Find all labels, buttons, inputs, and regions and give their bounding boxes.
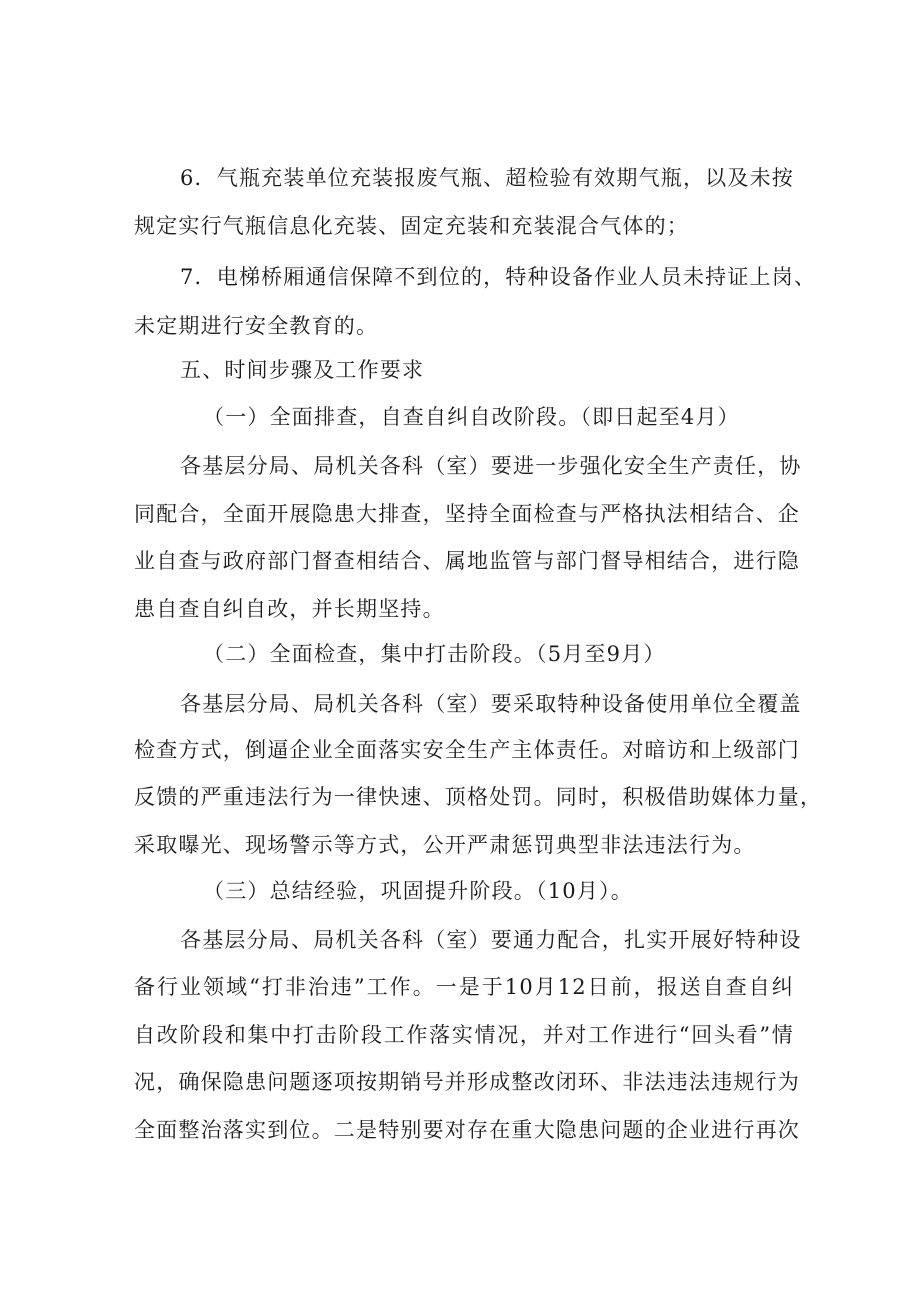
item-6-line-1: 6．气瓶充装单位充装报废气瓶、超检验有效期气瓶，以及未按 [180, 166, 794, 190]
paragraph-2-line-4: 采取曝光、现场警示等方式，公开严肃惩罚典型非法违法行为。 [134, 833, 756, 857]
item-7-line-2: 未定期进行安全教育的。 [134, 314, 379, 338]
paragraph-2-line-1: 各基层分局、局机关各科（室）要采取特种设备使用单位全覆盖 [180, 692, 802, 716]
paragraph-1-line-1: 各基层分局、局机关各科（室）要进一步强化安全生产责任，协 [180, 454, 802, 478]
item-7-line-1: 7．电梯桥厢通信保障不到位的，特种设备作业人员未持证上岗、 [180, 265, 817, 289]
paragraph-1-line-2: 同配合，全面开展隐患大排查，坚持全面检查与严格执法相结合、企 [134, 502, 800, 526]
paragraph-3-line-5: 全面整治落实到位。二是特别要对存在重大隐患问题的企业进行再次 [134, 1118, 800, 1142]
subheading-2: （二）全面检查，集中打击阶段。（5月至9月） [203, 642, 666, 666]
paragraph-1-line-4: 患自查自纠自改，并长期坚持。 [134, 597, 445, 621]
section-heading: 五、时间步骤及工作要求 [180, 358, 425, 382]
paragraph-2-line-2: 检查方式，倒逼企业全面落实安全生产主体责任。对暗访和上级部门 [134, 738, 800, 762]
paragraph-3-line-2: 备行业领域“打非治违”工作。一是于10月12日前，报送自查自纠 [134, 975, 794, 999]
paragraph-3-line-4: 况，确保隐患问题逐项按期销号并形成整改闭环、非法违法违规行为 [134, 1070, 800, 1094]
paragraph-2-line-3: 反馈的严重违法行为一律快速、顶格处罚。同时，积极借助媒体力量， [134, 785, 823, 809]
subheading-3: （三）总结经验，巩固提升阶段。（10月）。 [203, 879, 633, 903]
paragraph-3-line-1: 各基层分局、局机关各科（室）要通力配合，扎实开展好特种设 [180, 928, 802, 952]
paragraph-3-line-3: 自改阶段和集中打击阶段工作落实情况，并对工作进行“回头看”情 [134, 1023, 794, 1047]
subheading-1: （一）全面排查，自查自纠自改阶段。（即日起至4月） [203, 405, 740, 429]
paragraph-1-line-3: 业自查与政府部门督查相结合、属地监管与部门督导相结合，进行隐 [134, 549, 800, 573]
item-6-line-2: 规定实行气瓶信息化充装、固定充装和充装混合气体的； [134, 214, 689, 238]
